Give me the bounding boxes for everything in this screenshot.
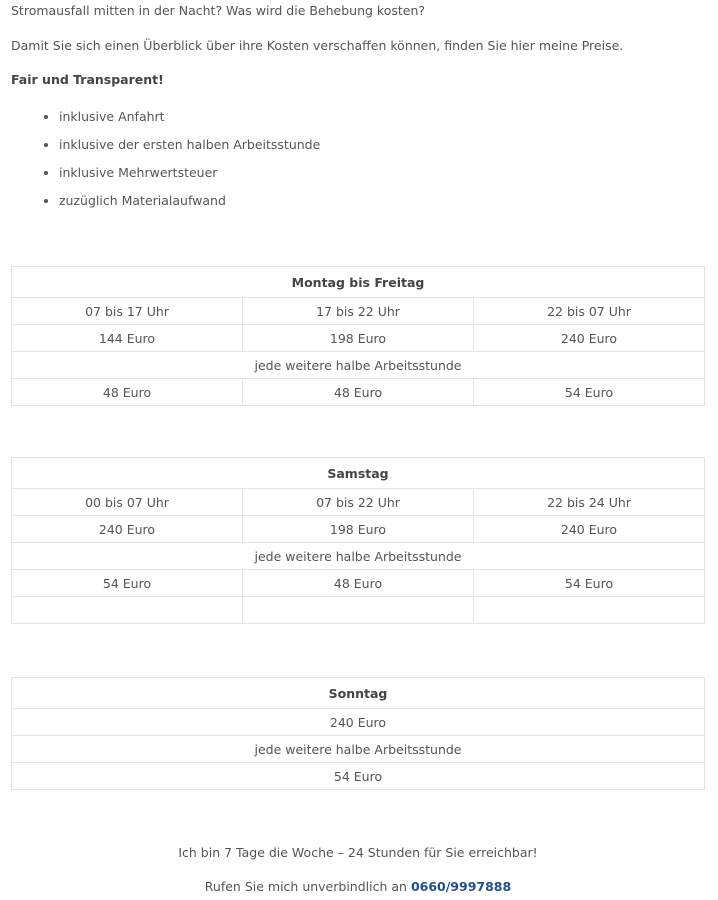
list-item: • inklusive Anfahrt [59, 103, 320, 131]
weekday-slot-1: 07 bis 17 Uhr [12, 298, 243, 325]
sunday-price-table [11, 677, 705, 790]
saturday-title: Samstag [12, 458, 705, 489]
saturday-empty-cell [474, 597, 705, 624]
weekday-extra-price-1: 48 Euro [12, 379, 243, 406]
weekday-title: Montag bis Freitag [12, 267, 705, 298]
sunday-price: 240 Euro [12, 709, 705, 736]
saturday-extra-label: jede weitere halbe Arbeitsstunde [12, 543, 705, 570]
weekday-price-1: 144 Euro [12, 325, 243, 352]
weekday-extra-price-3: 54 Euro [474, 379, 705, 406]
saturday-price-3: 240 Euro [474, 516, 705, 543]
weekday-slot-2: 17 bis 22 Uhr [243, 298, 474, 325]
availability-text: Ich bin 7 Tage die Woche – 24 Stunden für Sie erreichbar! [178, 845, 538, 860]
saturday-extra-price-2: 48 Euro [243, 570, 474, 597]
call-line [11, 879, 705, 894]
saturday-price-1: 240 Euro [12, 516, 243, 543]
saturday-price-table [11, 457, 705, 624]
phone-link[interactable]: 0660/9997888 [410, 879, 512, 894]
weekday-extra-label: jede weitere halbe Arbeitsstunde [12, 352, 705, 379]
list-item: • zuzüglich Materialaufwand [59, 187, 320, 215]
saturday-slot-1: 00 bis 07 Uhr [12, 489, 243, 516]
saturday-extra-price-1: 54 Euro [12, 570, 243, 597]
list-item: • inklusive Mehrwertsteuer [59, 159, 320, 187]
weekday-slot-3: 22 bis 07 Uhr [474, 298, 705, 325]
call-prefix: Rufen Sie mich unverbindlich an [204, 879, 407, 894]
feature-list [11, 103, 320, 215]
saturday-slot-2: 07 bis 22 Uhr [243, 489, 474, 516]
saturday-empty-cell [12, 597, 243, 624]
list-item: • inklusive der ersten halben Arbeitsstunde [59, 131, 320, 159]
intro-highlight: Fair und Transparent! [11, 72, 164, 87]
saturday-price-2: 198 Euro [243, 516, 474, 543]
saturday-empty-cell [243, 597, 474, 624]
intro-question: Stromausfall mitten in der Nacht? Was wird die Behebung kosten? [11, 3, 426, 18]
weekday-price-table [11, 266, 705, 406]
sunday-extra-price: 54 Euro [12, 763, 705, 790]
sunday-title: Sonntag [12, 678, 705, 709]
saturday-extra-price-3: 54 Euro [474, 570, 705, 597]
weekday-price-2: 198 Euro [243, 325, 474, 352]
sunday-extra-label: jede weitere halbe Arbeitsstunde [12, 736, 705, 763]
saturday-slot-3: 22 bis 24 Uhr [474, 489, 705, 516]
weekday-extra-price-2: 48 Euro [243, 379, 474, 406]
intro-paragraph: Damit Sie sich einen Überblick über ihre Kosten verschaffen können, finden Sie hier meine Preise. [11, 38, 624, 53]
weekday-price-3: 240 Euro [474, 325, 705, 352]
